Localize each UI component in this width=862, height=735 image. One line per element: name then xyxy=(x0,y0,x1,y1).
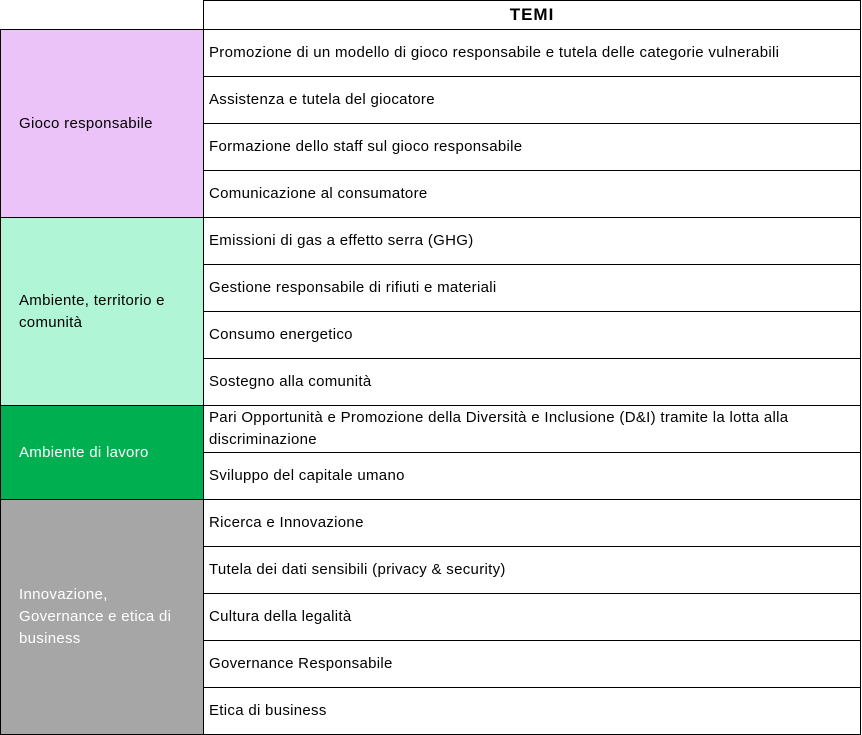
topic-label: Assistenza e tutela del giocatore xyxy=(209,91,435,108)
category-label: Innovazione, Governance e etica di business xyxy=(19,586,172,647)
topic-row xyxy=(203,452,861,500)
topic-row xyxy=(203,499,861,547)
category-label: Ambiente di lavoro xyxy=(19,443,149,461)
topic-label: Formazione dello staff sul gioco responsabile xyxy=(209,138,523,155)
category-gioco-responsabile xyxy=(0,29,204,218)
category-ambiente-lavoro xyxy=(0,405,204,500)
category-label: Ambiente, territorio e comunità xyxy=(19,291,165,331)
topic-row xyxy=(203,264,861,312)
topic-row xyxy=(203,29,861,77)
topic-label: Consumo energetico xyxy=(209,326,353,343)
topic-label: Gestione responsabile di rifiuti e materiali xyxy=(209,279,497,296)
category-label: Gioco responsabile xyxy=(19,114,153,132)
topic-row xyxy=(203,217,861,265)
topic-label: Emissioni di gas a effetto serra (GHG) xyxy=(209,232,474,249)
topic-label: Comunicazione al consumatore xyxy=(209,185,428,202)
topic-row xyxy=(203,640,861,688)
table-header-temi: TEMI xyxy=(203,0,861,30)
category-innovazione-governance xyxy=(0,499,204,735)
topic-label: Governance Responsabile xyxy=(209,655,393,672)
topic-label: Sviluppo del capitale umano xyxy=(209,467,405,484)
category-ambiente-territorio xyxy=(0,217,204,406)
topic-label: Etica di business xyxy=(209,702,327,719)
topic-label: Promozione di un modello di gioco responsabile e tutela delle categorie vulnerabili xyxy=(209,44,780,61)
topic-label: Pari Opportunità e Promozione della Diversità e Inclusione (D&I) tramite la lotta alla discriminazione xyxy=(209,409,789,448)
topic-row xyxy=(203,76,861,124)
topic-row xyxy=(203,405,861,453)
topic-row xyxy=(203,546,861,594)
topic-label: Cultura della legalità xyxy=(209,608,352,625)
topic-row xyxy=(203,123,861,171)
topic-label: Sostegno alla comunità xyxy=(209,373,372,390)
topic-row xyxy=(203,593,861,641)
topic-row xyxy=(203,170,861,218)
topic-row xyxy=(203,311,861,359)
topic-label: Ricerca e Innovazione xyxy=(209,514,364,531)
topic-row xyxy=(203,687,861,735)
topic-label: Tutela dei dati sensibili (privacy & security) xyxy=(209,561,506,578)
topic-row xyxy=(203,358,861,406)
